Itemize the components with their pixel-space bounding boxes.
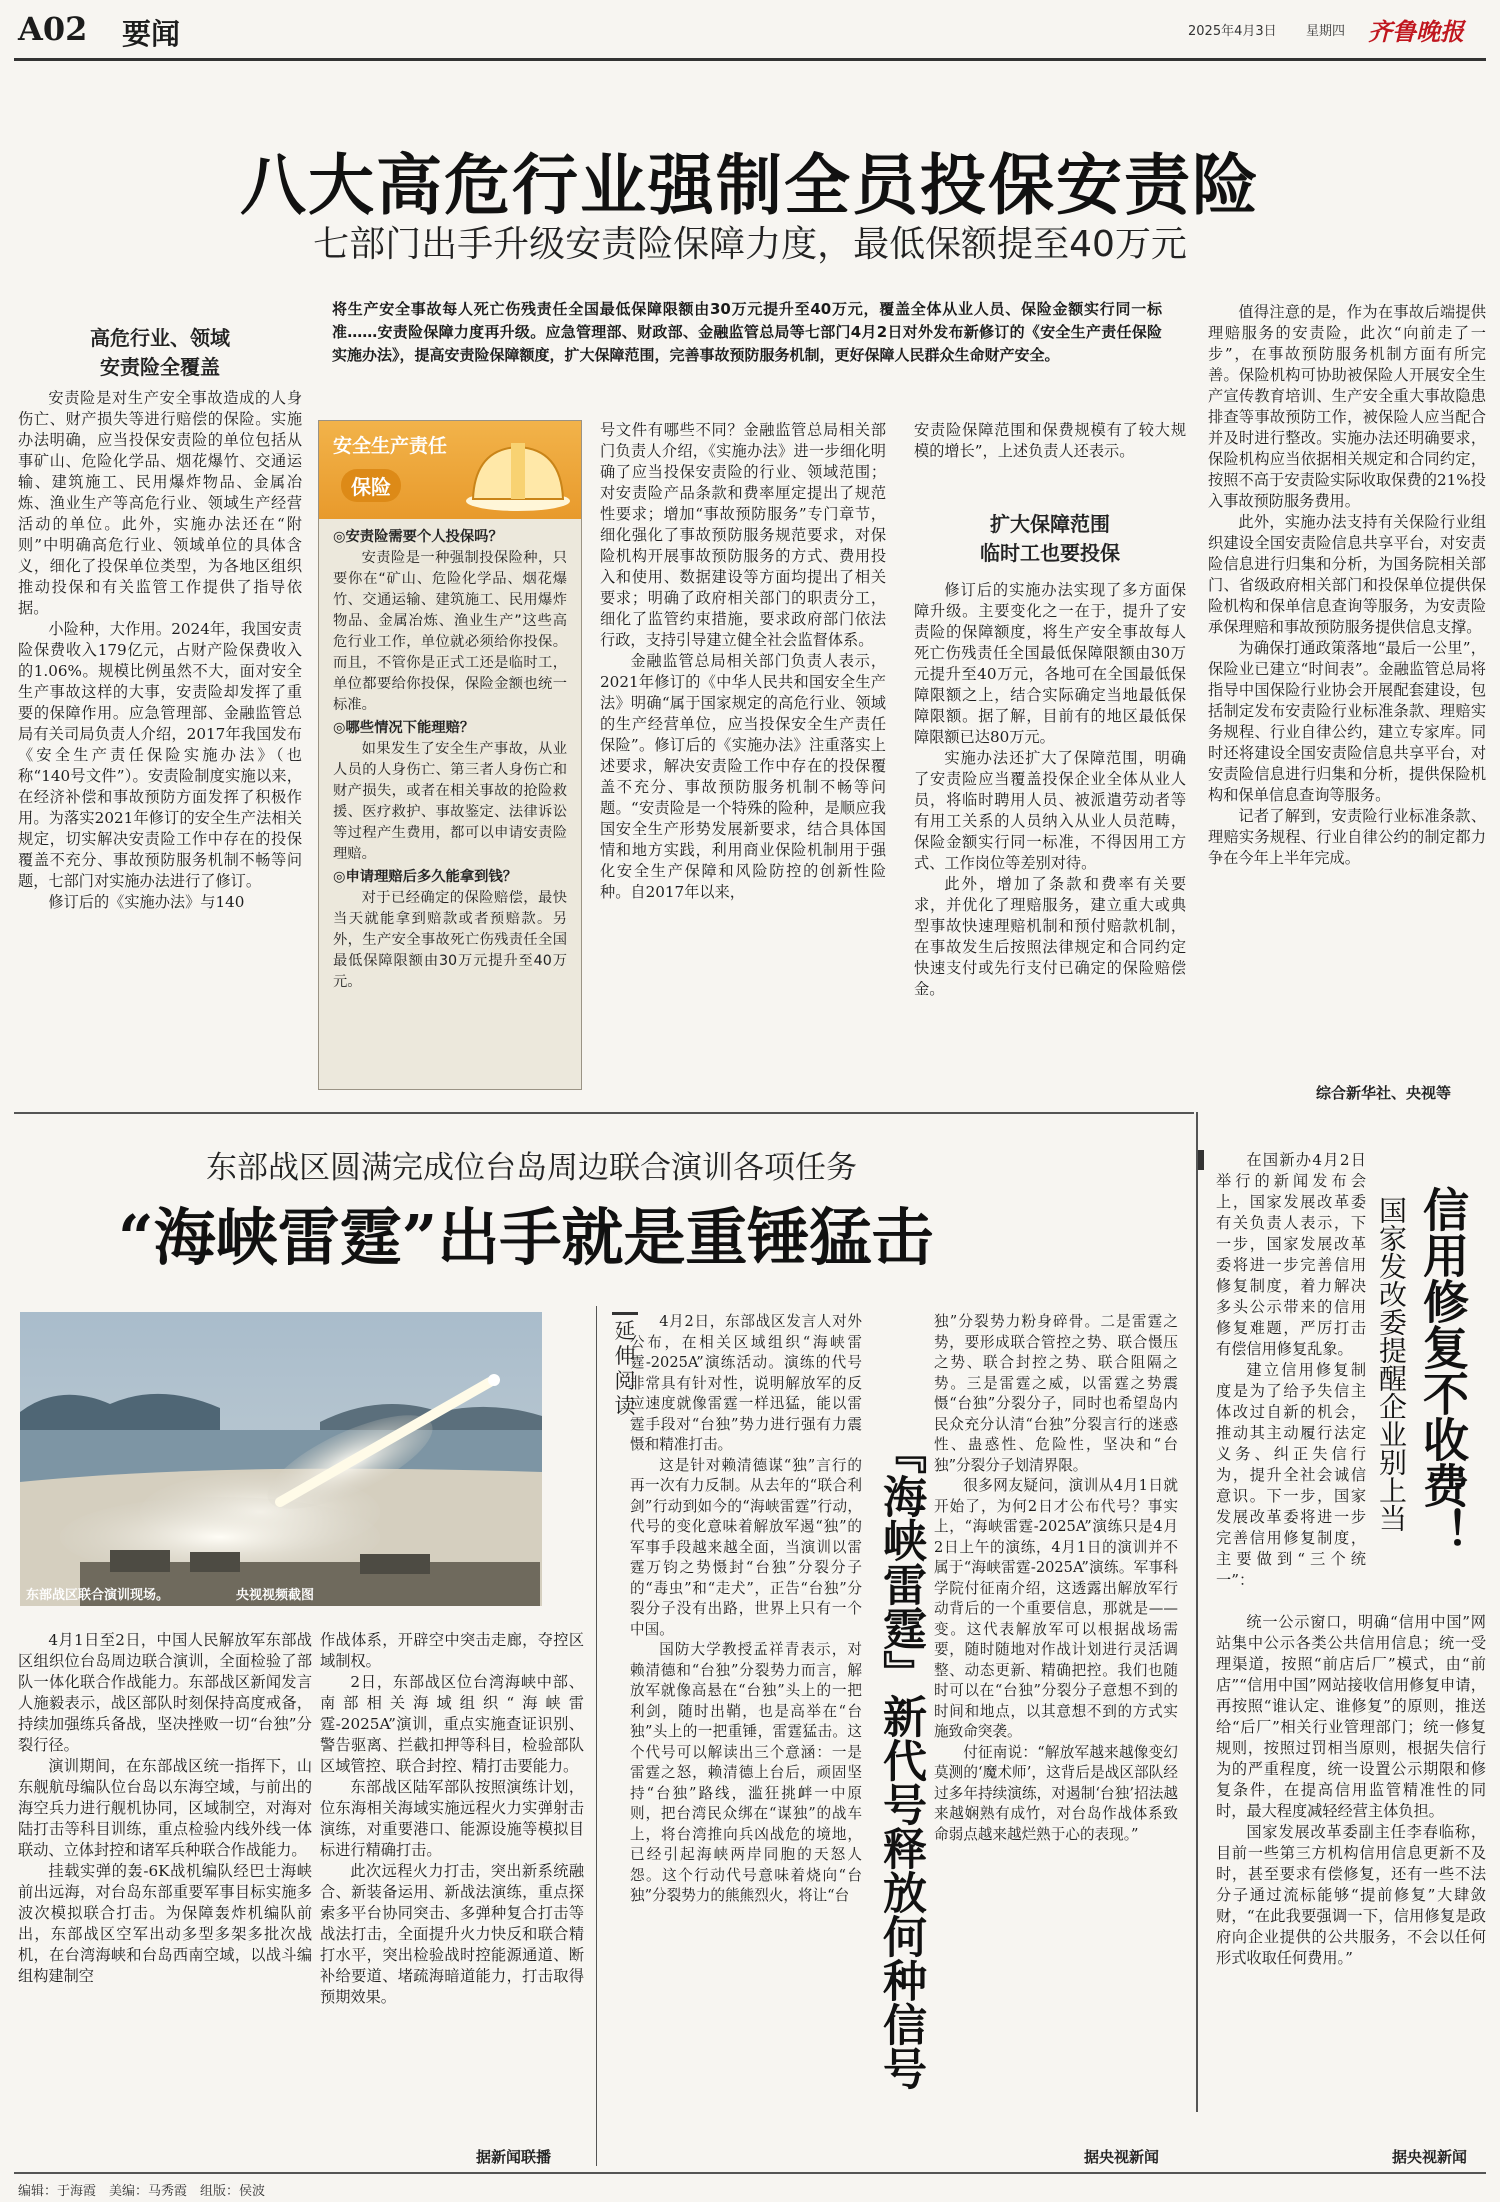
paragraph: 小险种，大作用。2024年，我国安责险保费收入179亿元，占财产险保费收入的1.06%。规模比例虽然不大，面对安全生产事故这样的大事，安责险却发挥了重要的保障作用。应急管理部、金融监管总局有关司局负责人介绍，2017年我国发布《安全生产责任保险实施办法》（也称“140号文件”）。安责险制度实施以来，在经济补偿和事故预防方面发挥了积极作用。为落实2021年修订的安全生产法相关规定，切实解决安责险工作中存在的投保覆盖不充分、事故预防服务机制不畅等问题，七部门对实施办法进行了修订。 — [18, 620, 302, 890]
paragraph: 此外，增加了条款和费率有关要求，并优化了理赔服务，建立重大或典型事故快速理赔机制和预付赔款机制，在事故发生后按照法律规定和合同约定快速支付或先行支付已确定的保险赔偿金。 — [914, 875, 1186, 998]
faq-answer: 对于已经确定的保险赔偿，最快当天就能拿到赔款或者预赔款。另外，生产安全事故死亡伤残责任全国最低保障限额由30万元提升至40万元。 — [333, 890, 567, 990]
section-name: 要闻 — [122, 17, 181, 51]
paragraph: 作战体系，开辟空中突击走廊，夺控区域制权。 — [320, 1631, 584, 1670]
paragraph: 记者了解到，安责险行业标准条款、理赔实务规程、行业自律公约的制定都力争在今年上半年完成。 — [1208, 807, 1486, 867]
infobox-badge: 保险 — [341, 469, 401, 502]
paragraph: 很多网友疑问，演训从4月1日就开始了，为何2日才公布代号？事实上，“海峡雷霆-2025A”演练只是4月2日上午的演练，4月1日的演训并不属于“海峡雷霆-2025A”演练。军事科学院付征南介绍，这透露出解放军行动背后的一个重要信息，那就是——变。这代表解放军可以根据战场需要，随时随地对作战计划进行灵活调整、动态更新、精确把控。我们也随时可以在“台独”分裂分子意想不到的时间和地点，以其意想不到的方式实施致命突袭。 — [934, 1477, 1178, 1740]
paragraph: 金融监管总局相关部门负责人表示，2021年修订的《中华人民共和国安全生产法》明确“属于国家规定的高危行业、领域的生产经营单位，应当投保安全生产责任保险”。修订后的《实施办法》注重落实上述要求，解决安责险工作中存在的投保覆盖不充分、事故预防服务机制不畅等问题。“安责险是一个特殊的险种，是顺应我国安全生产形势发展新要求，结合具体国情和地方实践，利用商业保险机制用于强化安全生产保障和风险防控的创新性险种。自2017年以来， — [600, 652, 886, 901]
article2-kicker: 东部战区圆满完成位台岛周边联合演训各项任务 — [206, 1150, 857, 1186]
paragraph: 东部战区陆军部队按照演练计划，位东海相关海域实施远程火力实弹射击演练，对重要港口、能源设施等模拟目标进行精确打击。 — [320, 1778, 584, 1859]
paragraph: 挂载实弹的轰-6K战机编队经巴士海峡前出远海，对台岛东部重要军事目标实施多波次模拟联合打击。为保障轰炸机编队前出，东部战区空军出动多型多架多批次战机，在台湾海峡和台岛西南空域，以战斗编组构建制空 — [18, 1862, 312, 1985]
helmet-icon — [463, 439, 573, 515]
article3-subheadline: 国家发改委提醒企业别上当 — [1375, 1196, 1408, 1532]
faq-answer: 安责险是一种强制投保险种，只要你在“矿山、危险化学品、烟花爆竹、交通运输、建筑施工、民用爆炸物品、金属冶炼、渔业生产”这些高危行业工作，单位就必须给你投保。而且，不管你是正式工还是临时工，单位都要给你投保，保险金额也统一标准。 — [333, 550, 567, 713]
sidebar-headline: 『海峡雷霆』新代号释放何种信号 — [875, 1430, 926, 2090]
faq-question: ◎安责险需要个人投保吗？ — [333, 529, 503, 545]
header-rule — [14, 58, 1486, 61]
article2-col1 — [18, 1630, 312, 2170]
article1-headline: 八大高危行业强制全员投保安责险 — [240, 146, 1260, 224]
paragraph: 建立信用修复制度是为了给予失信主体改过自新的机会，推动其主动履行法定义务、纠正失信行为，提升全社会诚信意识。下一步，国家发展改革委将进一步完善信用修复制度，主要做到“三个统一”： — [1216, 1361, 1366, 1589]
article3-col-narrow — [1216, 1150, 1366, 1598]
paragraph: 演训期间，在东部战区统一指挥下，山东舰航母编队位台岛以东海空域，与前出的海空兵力进行舰机协同，区域制空，对海对陆打击等科目训练，重点检验内线外线一体联动、立体封控和诸军兵种联合作战能力。 — [18, 1757, 312, 1859]
paragraph: 国防大学教授孟祥青表示，对赖清德和“台独”分裂势力而言，解放军就像高悬在“台独”头上的一把利剑，随时出鞘，也是高举在“台独”头上的一把重锤，雷霆猛击。这个代号可以解读出三个意涵：一是雷霆之怒，赖清德上台后，顽固坚持“台独”路线，滥狂挑衅一中原则，把台湾民众绑在“谋独”的战车上，将台湾推向兵凶战危的境地，已经引起海峡两岸同胞的天怒人怨。这个行动代号意味着烧向“台独”分裂势力的熊熊烈火，将让“台 — [630, 1641, 862, 1904]
footer-rule — [14, 2172, 1486, 2174]
paragraph: 此次远程火力打击，突出新系统融合、新装备运用、新战法演练，重点探索多平台协同突击、多弹种复合打击等战法打击，全面提升火力快反和联合精打水平，突出检验战时控能源通道、断补给要道、堵疏海暗道能力，打击取得预期效果。 — [320, 1862, 584, 2006]
paragraph: 号文件有哪些不同？金融监管总局相关部门负责人介绍，《实施办法》进一步细化明确了应当投保安责险的行业、领域范围；对安责险产品条款和费率厘定提出了规范性要求；增加“事故预防服务”专门章节，细化强化了事故预防服务规范要求，对保险机构开展事故预防服务的方式、费用投入和使用、数据建设等方面均提出了相关要求；明确了政府相关部门的职责分工，细化了监管约束措施，要求政府部门依法行政，支持引导建立健全社会监督体系。 — [600, 421, 886, 649]
article1-col4-top — [914, 420, 1186, 486]
section-divider — [14, 1112, 1194, 1114]
article1-col3 — [600, 420, 886, 1100]
article1-lead: 将生产安全事故每人死亡伤残责任全国最低保障限额由30万元提升至40万元，覆盖全体从业人员、保险金额实行同一标准……安责险保障力度再升级。应急管理部、财政部、金融监管总局等七部门4月2日对外发布新修订的《安全生产责任保险实施办法》，提高安责险保障额度，扩大保障范围，完善事故预防服务机制，更好保障人民群众生命财产安全。 — [332, 300, 1162, 364]
paragraph: 安责险是对生产安全事故造成的人身伤亡、财产损失等进行赔偿的保险。实施办法明确，应当投保安责险的单位包括从事矿山、危险化学品、烟花爆竹、交通运输、建筑施工、民用爆炸物品、金属冶炼、渔业生产等高危行业、领域生产经营活动的单位。此外，实施办法还在“附则”中明确高危行业、领域单位的具体含义，细化了投保单位类型，为各地区组织推动投保和有关监管工作提供了指导依据。 — [18, 389, 302, 617]
article1-col4-subhead: 扩大保障范围 临时工也要投保 — [980, 512, 1120, 565]
sidebar-divider — [596, 1306, 597, 2166]
issue-weekday: 星期四 — [1306, 24, 1346, 39]
paragraph: 修订后的实施办法实现了多方面保障升级。主要变化之一在于，提升了安责险的保障额度，将生产安全事故每人死亡伤残责任全国最低保障限额由30万元提升至40万元，各地可在全国最低保障限额之上，结合实际确定当地最低保障限额。据了解，目前有的地区最低保障限额已达80万元。 — [914, 581, 1186, 746]
paragraph: 值得注意的是，作为在事故后端提供理赔服务的安责险，此次“向前走了一步”，在事故预防服务机制方面有所完善。保险机构可协助被保险人开展安全生产宣传教育培训、生产安全重大事故隐患排查等事故预防工作，被保险人应当配合并及时进行整改。实施办法还明确要求，保险机构应当依据相关规定和合同约定，按照不高于安责险实际收取保费的21%投入事故预防服务费用。 — [1208, 303, 1486, 510]
issue-date: 2025年4月3日 — [1188, 24, 1277, 39]
paragraph: 4月2日，东部战区发言人对外公布，在相关区域组织“海峡雷霆-2025A”演练活动。演练的代号非常具有针对性，说明解放军的反应速度就像雷霆一样迅猛，能以雷霆手段对“台独”势力进行强有力震慑和精准打击。 — [630, 1313, 862, 1453]
faq-infobox — [318, 420, 582, 1090]
paragraph: 4月1日至2日，中国人民解放军东部战区组织位台岛周边联合演训，全面检验了部队一体化联合作战能力。东部战区新闻发言人施毅表示，战区部队时刻保持高度戒备，持续加强练兵备战，坚决挫败一切“台独”分裂行径。 — [18, 1631, 312, 1754]
article3-headline: 信用修复不收费！ — [1416, 1186, 1470, 1554]
paragraph: 这是针对赖清德谋“独”言行的再一次有力反制。从去年的“联合利剑”行动到如今的“海峡雷霆”行动，代号的变化意味着解放军遏“独”的军事手段越来越全面，当演训以雷霆万钧之势慑封“台独”分裂分子的“毒虫”和“走犬”，正告“台独”分裂分子没有出路，世界上只有一个中国。 — [630, 1456, 862, 1638]
paragraph: 国家发展改革委副主任李春临称，目前一些第三方机构信用信息更新不及时，甚至要求有偿修复，还有一些不法分子通过流标能够“提前修复”大肆敛财，“在此我要强调一下，信用修复是政府向企业提供的公共服务，不会以任何形式收取任何费用。” — [1216, 1823, 1486, 1967]
paragraph: 安责险保障范围和保费规模有了较大规模的增长”，上述负责人还表示。 — [914, 421, 1186, 460]
paragraph: 在国新办4月2日举行的新闻发布会上，国家发展改革委有关负责人表示，下一步，国家发展改革委将进一步完善信用修复制度，着力解决多头公示带来的信用修复难题，严厉打击有偿信用修复乱象。 — [1216, 1151, 1366, 1358]
paragraph: 修订后的《实施办法》与140 — [48, 893, 245, 911]
paragraph: 付征南说：“解放军越来越像变幻莫测的‘魔术师’，这背后是战区部队经过多年持续演练，对遏制‘台独’招法越来越娴熟有成竹，对台岛作战体系致命弱点越来越烂熟于心的表现。” — [934, 1743, 1178, 1843]
infobox-banner — [319, 421, 581, 519]
article1-col1 — [18, 388, 302, 1100]
sidebar-source: 据央视新闻 — [1084, 2148, 1160, 2166]
column-divider — [1196, 1112, 1198, 2112]
article2-headline: “海峡雷霆”出手就是重锤猛击 — [118, 1201, 934, 1274]
article1-col1-subhead: 高危行业、领域 安责险全覆盖 — [90, 326, 230, 379]
page-number: A02 — [18, 10, 88, 48]
sidebar-col1 — [630, 1312, 862, 2172]
faq-question: ◎哪些情况下能理赔？ — [333, 720, 475, 736]
rocket-launch-image — [20, 1312, 542, 1606]
footer-credits: 编辑：于海霞 美编：马秀霞 组版：侯波 — [18, 2184, 266, 2199]
faq-answer: 如果发生了安全生产事故，从业人员的人身伤亡、第三者人身伤亡和财产损失，或者在相关事故的抢险救援、医疗救护、事故鉴定、法律诉讼等过程产生费用，都可以申请安责险理赔。 — [333, 741, 567, 862]
accent-bar — [1198, 1150, 1204, 1170]
article1-subheadline: 七部门出手升级安责险保障力度，最低保额提至40万元 — [313, 224, 1187, 265]
paragraph: 此外，实施办法支持有关保险行业组织建设全国安责险信息共享平台，对安责险信息进行归集和分析，为国务院相关部门、省级政府相关部门和投保单位提供保险机构和保单信息查询等服务，为安责险承保理赔和事故预防服务提供信息支撑。 — [1208, 513, 1486, 636]
article1-col4 — [914, 580, 1186, 1100]
photo-caption: 东部战区联合演训现场。 — [26, 1588, 170, 1603]
paragraph: 2日，东部战区位台湾海峡中部、南部相关海域组织“海峡雷霆-2025A”演训，重点实施查证识别、警告驱离、拦截扣押等科目，检验部队区域管控、联合封控、精打击要能力。 — [320, 1673, 584, 1775]
newspaper-logo: 齐鲁晚报 — [1368, 17, 1464, 46]
drill-photo — [20, 1312, 542, 1606]
photo-credit: 央视视频截图 — [236, 1588, 315, 1603]
sidebar-col2 — [934, 1312, 1178, 2142]
article2-source: 据新闻联播 — [476, 2148, 552, 2166]
infobox-title: 安全生产责任 — [333, 435, 448, 457]
article3-source: 据央视新闻 — [1392, 2148, 1468, 2166]
article1-col5 — [1208, 302, 1486, 1080]
article2-col2 — [320, 1630, 584, 2142]
sidebar-label: 延伸阅读 — [612, 1312, 638, 1442]
article1-source: 综合新华社、央视等 — [1316, 1084, 1452, 1102]
infobox-body — [319, 519, 581, 999]
paragraph: 为确保打通政策落地“最后一公里”，保险业已建立“时间表”。金融监管总局将指导中国保险行业协会开展配套建设，包括制定发布安责险行业标准条款、理赔实务规程、行业自律公约，建立专家库。同时还将建设全国安责险信息共享平台，对安责险信息进行归集和分析，提供保险机构和保单信息查询等服务。 — [1208, 639, 1486, 804]
article3-col-wide — [1216, 1612, 1486, 2148]
paragraph: 统一公示窗口，明确“信用中国”网站集中公示各类公共信用信息；统一受理渠道，按照“前店后厂”模式，由“前店”“信用中国”网站接收信用修复申请，再按照“谁认定、谁修复”的原则，推送给“后厂”相关行业管理部门；统一修复规则，按照过罚相当原则，根据失信行为的严重程度，统一设置公示期限和修复条件，在提高信用监管精准性的同时，最大程度减轻经营主体负担。 — [1216, 1613, 1486, 1820]
faq-question: ◎申请理赔后多久能拿到钱？ — [333, 869, 518, 885]
paragraph: 独”分裂势力粉身碎骨。二是雷霆之势，要形成联合管控之势、联合慑压之势、联合封控之势、联合阻隔之势。三是雷霆之威，以雷霆之势震慑“台独”分裂分子，同时也希望岛内民众充分认清“台独”分裂言行的迷惑性、蛊惑性、危险性，坚决和“台独”分裂分子划清界限。 — [934, 1313, 1178, 1474]
paragraph: 实施办法还扩大了保障范围，明确了安责险应当覆盖投保企业全体从业人员，将临时聘用人员、被派遣劳动者等有用工关系的人员纳入从业人员范畴，保险金额实行同一标准，不得因用工方式、工作岗位等差别对待。 — [914, 749, 1186, 872]
